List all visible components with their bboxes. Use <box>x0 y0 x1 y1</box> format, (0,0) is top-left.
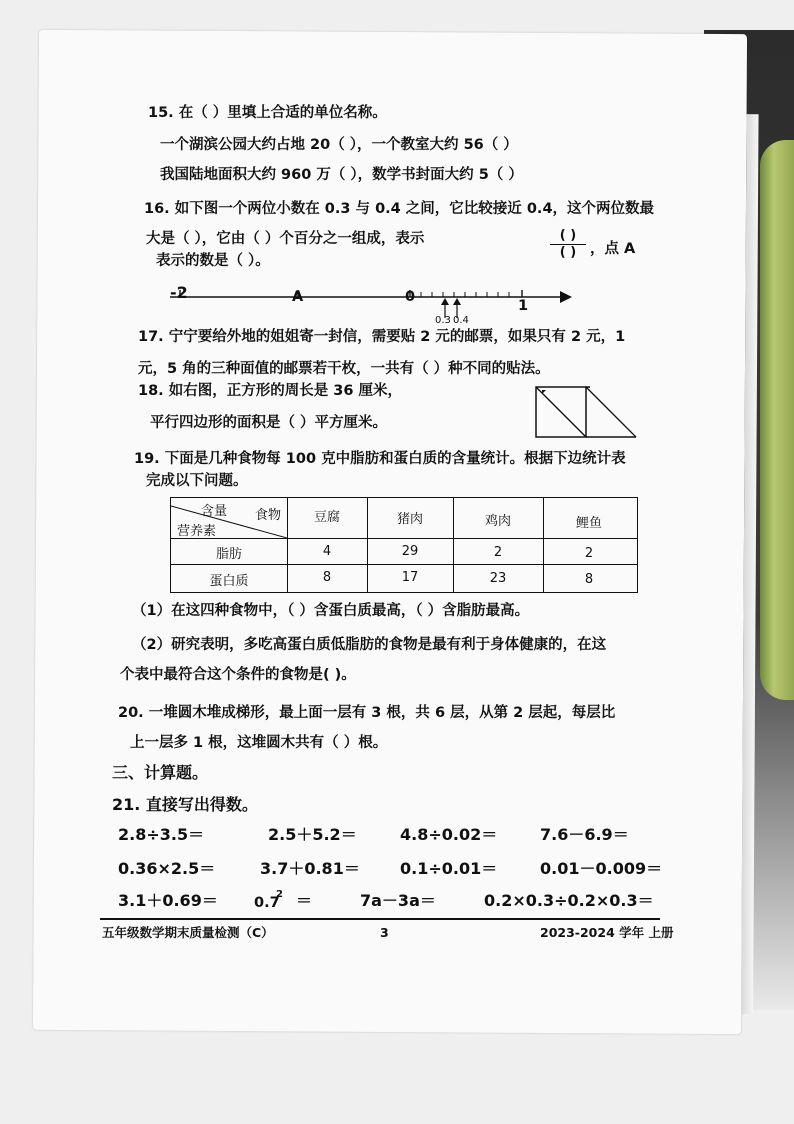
q16-line3: 表示的数是（ ）。 <box>156 253 270 269</box>
q17-line1: 17. 宁宁要给外地的姐姐寄一封信，需要贴 2 元的邮票，如果只有 2 元，1 <box>138 329 626 345</box>
table-header-carp: 鲤鱼 <box>575 516 602 531</box>
table-header-tofu: 豆腐 <box>313 510 340 525</box>
calc-r2-c4: 0.01－0.009＝ <box>540 859 663 878</box>
q20-line1: 20. 一堆圆木堆成梯形，最上面一层有 3 根，共 6 层，从第 2 层起，每层比 <box>118 705 616 721</box>
q17-line2: 元，5 角的三种面值的邮票若干枚，一共有（ ）种不同的贴法。 <box>138 361 550 377</box>
calc-r3-c2-base: 0.7 <box>254 895 280 911</box>
q16-fraction-bottom: ( ) <box>559 245 577 260</box>
q19-line1: 19. 下面是几种食物每 100 克中脂肪和蛋白质的含量统计。根据下边统计表 <box>134 451 626 467</box>
q16-line1: 16. 如下图一个两位小数在 0.3 与 0.4 之间，它比较接近 0.4，这个两位数最 <box>144 201 655 217</box>
q18-line2: 平行四边形的面积是（ ）平方厘米。 <box>150 415 388 431</box>
table-header-pork: 猪肉 <box>396 512 423 527</box>
table-cell-fat-chicken: 2 <box>493 545 503 560</box>
q15-line1: 15. 在（ ）里填上合适的单位名称。 <box>148 105 387 121</box>
q19-sub2-line2: 个表中最符合这个条件的食物是( )。 <box>120 667 356 683</box>
calc-r3-c1: 3.1＋0.69＝ <box>118 891 218 910</box>
green-object <box>760 140 794 700</box>
footer-right: 2023-2024 学年 上册 <box>540 925 674 940</box>
calc-r1-c1: 2.8÷3.5＝ <box>118 825 205 844</box>
calc-r2-c2: 3.7＋0.81＝ <box>260 859 360 878</box>
calc-r1-c2: 2.5＋5.2＝ <box>268 825 357 844</box>
table-cell-protein-pork: 17 <box>401 570 419 585</box>
table-cell-fat-carp: 2 <box>584 546 594 561</box>
table-corner-bottom: 营养素 <box>177 524 217 539</box>
number-line <box>160 268 580 330</box>
nutrition-table <box>170 497 638 593</box>
q16-fraction-top: ( ) <box>559 228 577 243</box>
q20-line2: 上一层多 1 根，这堆圆木共有（ ）根。 <box>130 735 388 751</box>
number-line-label-1: 1 <box>518 298 529 314</box>
table-corner-top-left: 含量 <box>201 504 228 519</box>
footer-rule <box>100 918 660 920</box>
calc-r2-c1: 0.36×2.5＝ <box>118 859 216 878</box>
arrow-label-0-3: 0.3 <box>435 315 451 326</box>
q16-line2: 大是（ ），它由（ ）个百分之一组成，表示 <box>146 231 425 247</box>
number-line-label-neg2: -2 <box>170 283 188 302</box>
q15-line2: 一个湖滨公园大约占地 20（ ），一个教室大约 56（ ） <box>160 137 518 153</box>
q18-line1: 18. 如右图，正方形的周长是 36 厘米， <box>138 383 403 399</box>
calc-r3-c3: 7a－3a＝ <box>360 891 436 910</box>
table-cell-protein-tofu: 8 <box>322 570 332 585</box>
table-cell-protein-chicken: 23 <box>489 571 507 586</box>
calc-r3-c4: 0.2×0.3÷0.2×0.3＝ <box>484 891 654 910</box>
calc-r3-c2-exponent: 2 <box>276 889 283 900</box>
number-line-label-a: A <box>292 289 304 305</box>
q16-line2-end: ，点 A <box>590 241 636 257</box>
table-row-label-fat: 脂肪 <box>215 547 242 562</box>
table-header-chicken: 鸡肉 <box>484 514 511 529</box>
calc-r1-c4: 7.6－6.9＝ <box>540 825 629 844</box>
table-cell-protein-carp: 8 <box>584 572 594 587</box>
calc-r2-c3: 0.1÷0.01＝ <box>400 859 498 878</box>
arrow-label-0-4: 0.4 <box>453 315 469 326</box>
calc-r1-c3: 4.8÷0.02＝ <box>400 825 498 844</box>
q19-sub2-line1: （2）研究表明，多吃高蛋白质低脂肪的食物是最有利于身体健康的，在这 <box>132 637 607 653</box>
square-parallelogram-figure <box>530 382 642 442</box>
table-cell-fat-pork: 29 <box>401 544 419 559</box>
section-3-title: 三、计算题。 <box>112 763 209 782</box>
footer-page-number: 3 <box>380 925 389 940</box>
q15-line3: 我国陆地面积大约 960 万（ ），数学书封面大约 5（ ） <box>160 167 523 183</box>
number-line-label-0: 0 <box>405 289 416 305</box>
calc-r3-c2-equals: ＝ <box>296 891 313 910</box>
q19-sub1: （1）在这四种食物中，（ ）含蛋白质最高，（ ）含脂肪最高。 <box>132 603 530 619</box>
table-corner-top-right: 食物 <box>255 508 282 523</box>
table-cell-fat-tofu: 4 <box>322 544 332 559</box>
q19-line2: 完成以下问题。 <box>146 473 248 489</box>
footer-left: 五年级数学期末质量检测（C） <box>102 925 274 940</box>
q21-title: 21. 直接写出得数。 <box>112 795 258 814</box>
table-row-label-protein: 蛋白质 <box>209 574 249 589</box>
